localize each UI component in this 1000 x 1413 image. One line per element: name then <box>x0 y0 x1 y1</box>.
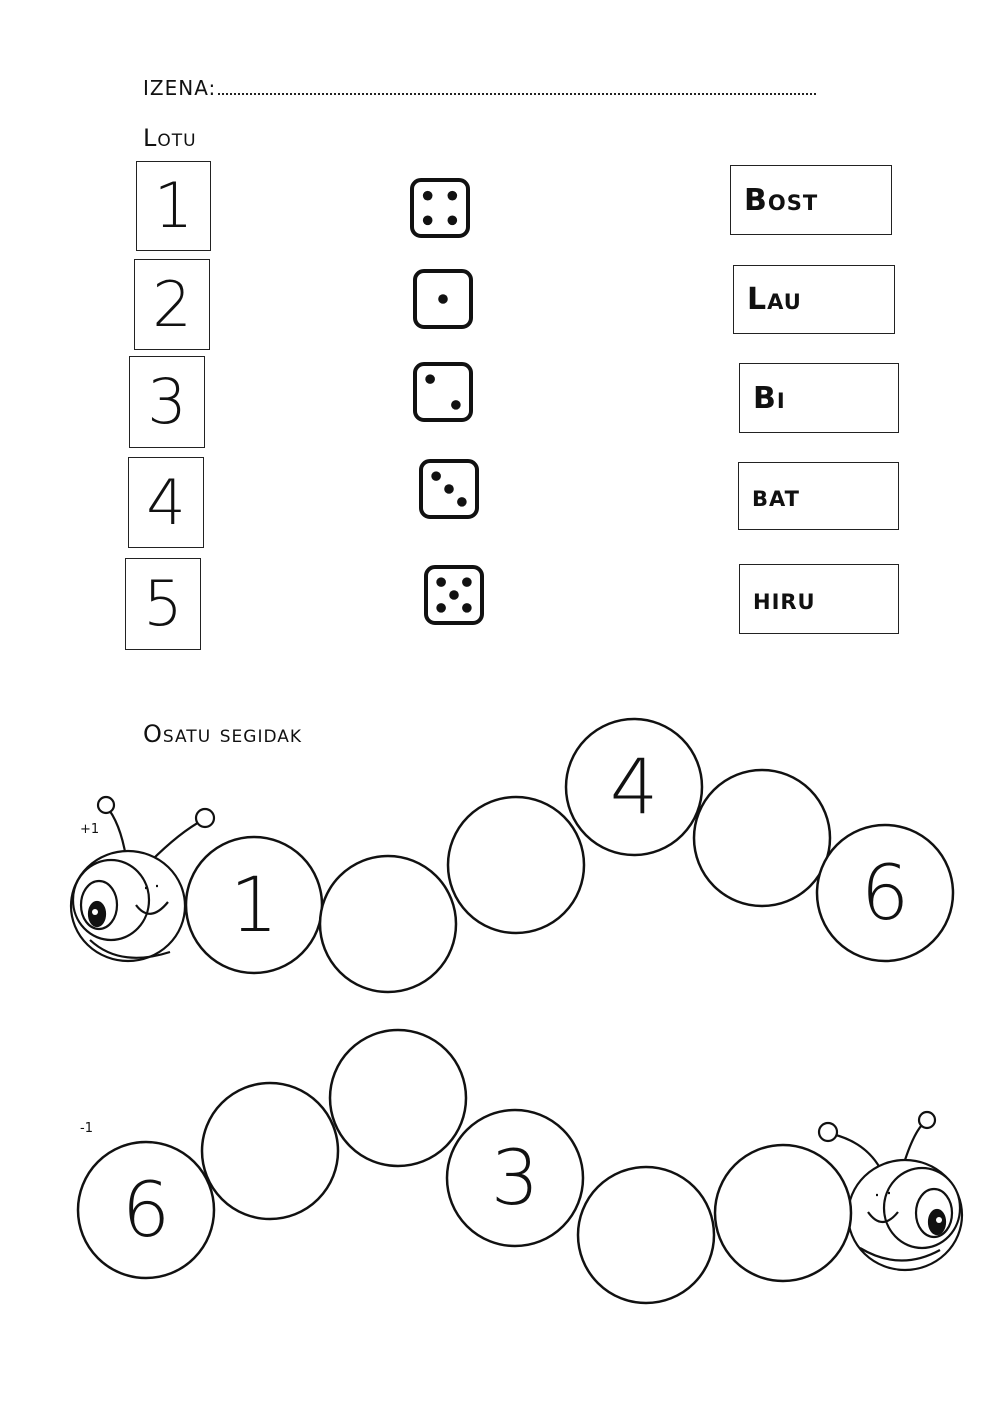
die-pip <box>436 603 446 613</box>
die-face <box>415 364 471 420</box>
sequence-operation-1: +1 <box>80 822 100 837</box>
sequence-title: Osatu segidak <box>143 720 303 748</box>
die-pip <box>425 374 435 384</box>
die-face <box>412 180 468 236</box>
word-box-1: Bost <box>730 165 892 235</box>
number-box-4: 4 <box>128 457 204 548</box>
die-pip <box>423 191 433 201</box>
die-pip <box>457 497 467 507</box>
die-pip <box>423 216 433 226</box>
die-pip <box>449 590 459 600</box>
segment-value: 3 <box>490 1133 540 1222</box>
segment-value: 4 <box>609 742 659 831</box>
number-box-5: 5 <box>125 558 201 650</box>
sequence-operation-2: -1 <box>80 1121 93 1136</box>
name-label: IZENA: <box>143 76 217 100</box>
die-pip <box>448 191 458 201</box>
die-pip <box>438 294 448 304</box>
segment-value: 6 <box>121 1165 171 1254</box>
die-3 <box>415 364 471 420</box>
segment-2-2[interactable] <box>202 1083 338 1219</box>
segment-2-3[interactable] <box>330 1030 466 1166</box>
caterpillar-segments <box>78 719 953 1303</box>
die-2 <box>415 271 471 327</box>
die-pip <box>462 577 472 587</box>
segment-2-6[interactable] <box>715 1145 851 1281</box>
segment-value: 6 <box>860 848 910 937</box>
die-1 <box>412 180 468 236</box>
segment-1-3[interactable] <box>448 797 584 933</box>
segment-value: 1 <box>229 860 279 949</box>
segment-1-5[interactable] <box>694 770 830 906</box>
die-pip <box>451 400 461 410</box>
die-pip <box>444 484 454 494</box>
word-box-4: bat <box>738 462 899 530</box>
word-box-3: Bi <box>739 363 899 433</box>
segment-1-2[interactable] <box>320 856 456 992</box>
die-pip <box>462 603 472 613</box>
die-pip <box>448 216 458 226</box>
die-4 <box>421 461 477 517</box>
number-box-3: 3 <box>129 356 205 448</box>
word-box-2: Lau <box>733 265 895 334</box>
die-5 <box>426 567 482 623</box>
number-box-2: 2 <box>134 259 210 350</box>
word-box-5: hiru <box>739 564 899 634</box>
matching-title: Lotu <box>143 124 197 152</box>
number-box-1: 1 <box>136 161 211 251</box>
segment-2-5[interactable] <box>578 1167 714 1303</box>
die-pip <box>436 577 446 587</box>
caterpillars <box>0 700 1000 1413</box>
die-pip <box>431 471 441 481</box>
